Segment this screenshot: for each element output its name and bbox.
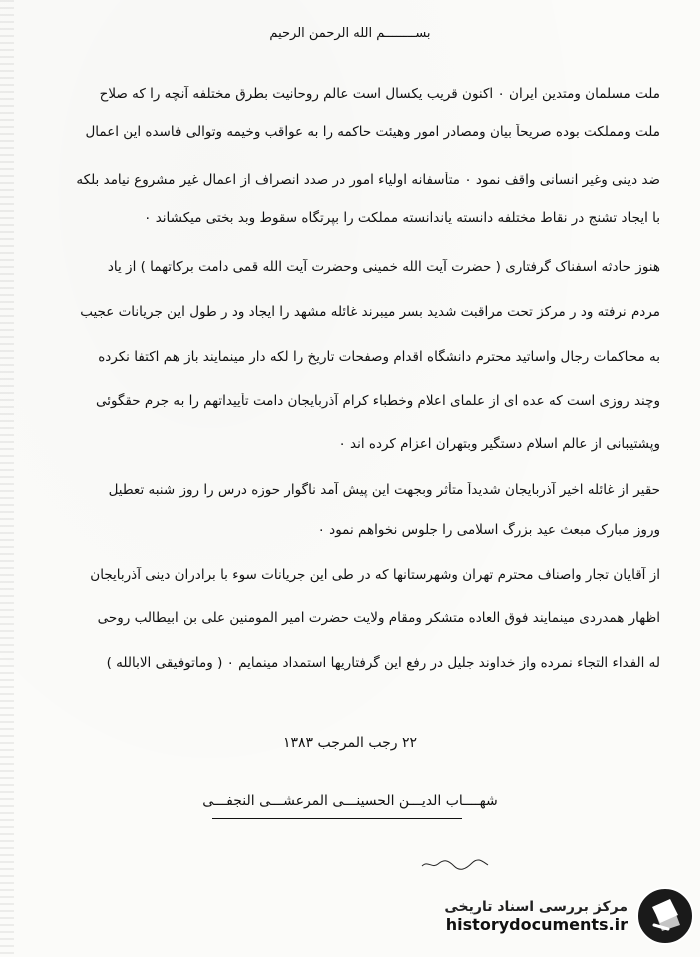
signature-name: شهــــاب الدیـــن الحسینـــی المرعشـــی النجفـــی: [202, 793, 498, 809]
body-line: مردم نرفته ود ر مرکز تحت مراقبت شدید بسر میبرند غائله مشهد را ایجاد ود ر طول این جریانات عجیب: [80, 304, 660, 320]
archive-watermark: [404, 880, 696, 952]
body-line: وپشتیبانی از عالم اسلام دستگیر وبتهران اعزام کرده اند ۰: [338, 436, 660, 452]
signature-underline: [212, 818, 462, 819]
handwritten-note-scribble: [420, 857, 490, 871]
body-line: از آقایان تجار واصناف محترم تهران وشهرستانها که در طی این جریانات سوء با برادران دینی آذربایجان: [90, 567, 660, 583]
body-line: اظهار همدردی مینمایند فوق العاده متشکر ومقام ولایت حضرت امیر المومنین علی بن ابیطالب روحی: [97, 610, 660, 626]
body-line: وروز مبارک مبعث عید بزرگ اسلامی را جلوس نخواهم نمود ۰: [317, 522, 660, 538]
body-line: ملت ومملکت بوده صریحاً بیان ومصادر امور وهیئت حاکمه را به عواقب وخیمه وتوالی فاسده این اعمال: [85, 124, 660, 140]
archive-logo-icon: [634, 885, 696, 947]
watermark-url: historydocuments.ir: [445, 914, 628, 934]
document-date: ۲۲ رجب المرجب ۱۳۸۳: [282, 735, 417, 751]
watermark-org-name: مرکز بررسی اسناد تاریخی: [444, 898, 628, 915]
body-line: با ایجاد تشنج در نقاط مختلفه دانسته یاندانسته مملکت را بپرتگاه سقوط وبد بختی میکشاند ۰: [144, 210, 660, 226]
bismillah-heading: بســــــــم الله الرحمن الرحيم: [269, 26, 431, 41]
body-line: هنوز حادثه اسفناک گرفتاری ( حضرت آیت الله خمینی وحضرت آیت الله قمی دامت برکاتهما ) از یاد: [107, 259, 660, 275]
body-line: ضد دینی وغیر انسانی واقف نمود ۰ متأسفانه اولیاء امور در صدد انصراف از اعمال غیر مشروع نیامد بلکه: [76, 172, 660, 188]
body-line: به محاکمات رجال واساتید محترم دانشگاه اقدام وصفحات تاریخ را لکه دار مینمایند باز هم اکتفا نکرده: [98, 349, 660, 365]
body-line: وچند روزی است که عده ای از علمای اعلام وخطباء کرام آذربایجان دامت تأییداتهم را به جرم حقگوئی: [95, 393, 660, 409]
body-line: ملت مسلمان ومتدین ایران ۰ اکنون قریب یکسال است عالم روحانیت بطرق مختلفه آنچه را که صلاح: [99, 86, 660, 102]
document-header: [0, 26, 700, 41]
body-line: له الفداء التجاء نمرده واز خداوند جلیل در رفع این گرفتاریها استمداد مینمایم ۰ ( وماتوفیقی الابالله ): [106, 655, 660, 671]
body-line: حقیر از غائله اخیر آذربایجان شدیداً متأثر وبجهت این پیش آمد ناگوار حوزه درس را روز شنبه تعطیل: [108, 482, 660, 498]
scan-edge-artifact: [0, 0, 14, 957]
